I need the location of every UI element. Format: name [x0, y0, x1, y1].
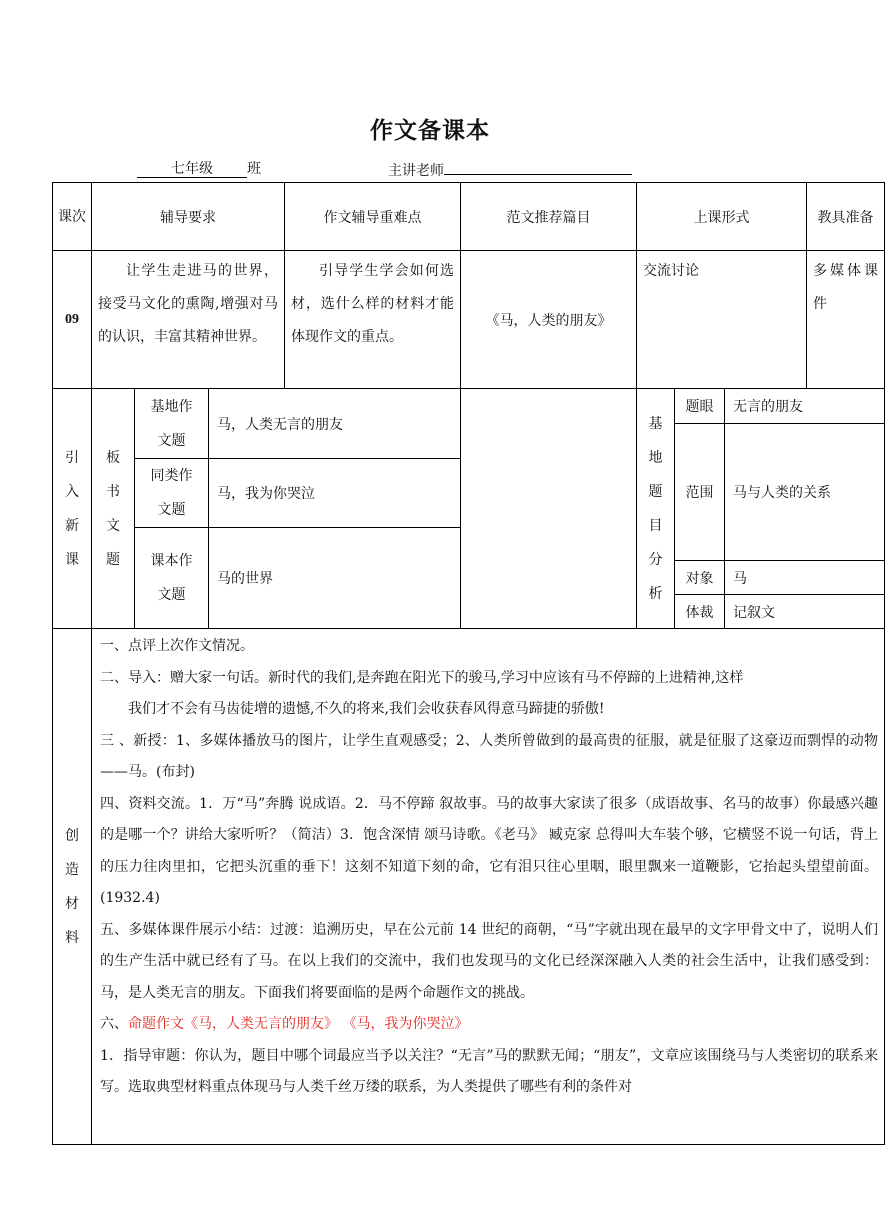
- lesson-requirements: 让学生走进马的世界，接受马文化的熏陶,增强对马的认识，丰富其精神世界。: [98, 263, 278, 345]
- material-row: [53, 629, 885, 1145]
- lesson-key-cell: [285, 251, 461, 389]
- lesson-form-cell: [637, 251, 807, 389]
- grade-value: 七年级: [171, 161, 213, 177]
- grade-field: [137, 161, 247, 178]
- material-char: 造: [65, 861, 79, 878]
- intro-label: [53, 389, 92, 629]
- analysis-value: 无言的朋友: [725, 389, 885, 424]
- topic-title: 马的世界: [209, 528, 461, 629]
- topic-kind: 课本作文题: [135, 528, 209, 629]
- teacher-field: [444, 158, 632, 175]
- board-char: 题: [106, 551, 120, 568]
- intro-char: 引: [65, 449, 79, 466]
- topic-title: 马，人类无言的朋友: [209, 389, 461, 459]
- material-p2b: 我们才不会有马齿徒增的遗憾,不久的将来,我们会收获春风得意马蹄捷的骄傲!: [128, 701, 605, 717]
- board-char: 书: [106, 483, 120, 500]
- topic-kind: 基地作文题: [135, 389, 209, 459]
- analysis-char: 基: [648, 415, 663, 432]
- analysis-key: 题眼: [675, 389, 725, 424]
- intro-char: 新: [65, 517, 79, 534]
- analysis-value: 马与人类的关系: [725, 424, 885, 561]
- intro-row-1: [53, 389, 885, 424]
- header-sample-essays: 范文推荐篇目: [461, 183, 637, 251]
- material-p6: [100, 1009, 878, 1041]
- analysis-char: 地: [648, 449, 663, 466]
- material-char: 创: [65, 827, 79, 844]
- lesson-sample: 《马，人类的朋友》: [461, 251, 637, 389]
- lesson-row: [53, 251, 885, 389]
- analysis-char: 题: [648, 483, 663, 500]
- header-key-points: 作文辅导重难点: [285, 183, 461, 251]
- header-row: [53, 183, 885, 251]
- header-class-form: 上课形式: [637, 183, 807, 251]
- analysis-key: 对象: [675, 561, 725, 595]
- material-p5: 五、多媒体课件展示小结：过渡：追溯历史，早在公元前 14 世纪的商朝，“马”字就出现在最早的文字甲骨文中了，说明人们的生产生活中就已经有了马。在以上我们的交流中，我们也发现马的文化已经深深融入人类的社会生活中，让我们感受到：马，是人类无言的朋友。下面我们将要面临的是两个命题作文的挑战。: [100, 921, 878, 1001]
- lesson-tools: 多媒体课件: [813, 263, 878, 312]
- board-label: [92, 389, 135, 629]
- lesson-table: [52, 182, 885, 1145]
- header-requirements: 辅导要求: [92, 183, 285, 251]
- material-p4: 四、资料交流。1．万“马”奔腾 说成语。2．马不停蹄 叙故事。马的故事大家读了很多（成语故事、名马的故事）你最感兴趣的是哪一个？讲给大家听听？（简洁）3．饱含深情 颂马诗歌。《老马》 臧克家 总得叫大车装个够，它横竖不说一句话，背上的压力往肉里扣，它把头沉重的垂下！这刻不知道下刻的命，它有泪只往心里咽，眼里飘来一道鞭影，它抬起头望望前面。(1932.4): [100, 795, 878, 906]
- lesson-number: 09: [53, 251, 92, 389]
- lesson-requirements-cell: [92, 251, 285, 389]
- header-lesson-no: 课次: [53, 183, 92, 251]
- analysis-char: 分: [648, 551, 663, 568]
- lesson-key-points: 引导学生学会如何选材，选什么样的材料才能体现作文的重点。: [291, 263, 454, 345]
- material-content-cell: [92, 629, 885, 1145]
- board-char: 板: [106, 449, 120, 466]
- analysis-key: 体裁: [675, 595, 725, 629]
- material-char: 材: [65, 895, 79, 912]
- intro-char: 课: [65, 551, 79, 568]
- topic-title: 马，我为你哭泣: [209, 459, 461, 528]
- lesson-tools-cell: [807, 251, 885, 389]
- intro-char: 入: [65, 483, 79, 500]
- grade-line: [137, 158, 261, 178]
- material-p7: 1．指导审题：你认为，题目中哪个词最应当予以关注？“无言”马的默默无闻；“朋友”，文章应该围绕马与人类密切的联系来写。选取典型材料重点体现马与人类千丝万缕的联系，为人类提供了哪些有利的条件对: [100, 1047, 878, 1095]
- analysis-value: 记叙文: [725, 595, 885, 629]
- analysis-char: 析: [648, 585, 663, 602]
- class-label: 班: [247, 161, 261, 177]
- material-p1: 一、点评上次作文情况。: [100, 638, 254, 654]
- material-char: 料: [65, 929, 79, 946]
- material-label: [53, 629, 92, 1145]
- lesson-form: 交流讨论: [643, 263, 699, 279]
- p6-essay-titles: 命题作文《马，人类无言的朋友》 《马，我为你哭泣》: [128, 1016, 469, 1032]
- page-title: 作文备课本: [370, 117, 490, 144]
- analysis-label: [637, 389, 675, 629]
- p6-prefix: 六、: [100, 1016, 128, 1032]
- board-char: 文: [106, 517, 120, 534]
- material-p2a: 二、导入：赠大家一句话。新时代的我们,是奔跑在阳光下的骏马,学习中应该有马不停蹄的上进精神,这样: [100, 669, 744, 686]
- analysis-key: 范围: [675, 424, 725, 561]
- analysis-value: 马: [725, 561, 885, 595]
- material-content: [92, 629, 884, 1144]
- topic-kind: 同类作文题: [135, 459, 209, 528]
- teacher-label: 主讲老师: [388, 163, 444, 179]
- spacer-cell: [461, 389, 637, 629]
- header-tools: 教具准备: [807, 183, 885, 251]
- teacher-line: [388, 158, 632, 180]
- analysis-char: 目: [648, 517, 663, 534]
- material-p3: 三 、新授：1、多媒体播放马的图片，让学生直观感受；2、人类所曾做到的最高贵的征服，就是征服了这豪迈而剽悍的动物——马。(布封): [100, 732, 878, 780]
